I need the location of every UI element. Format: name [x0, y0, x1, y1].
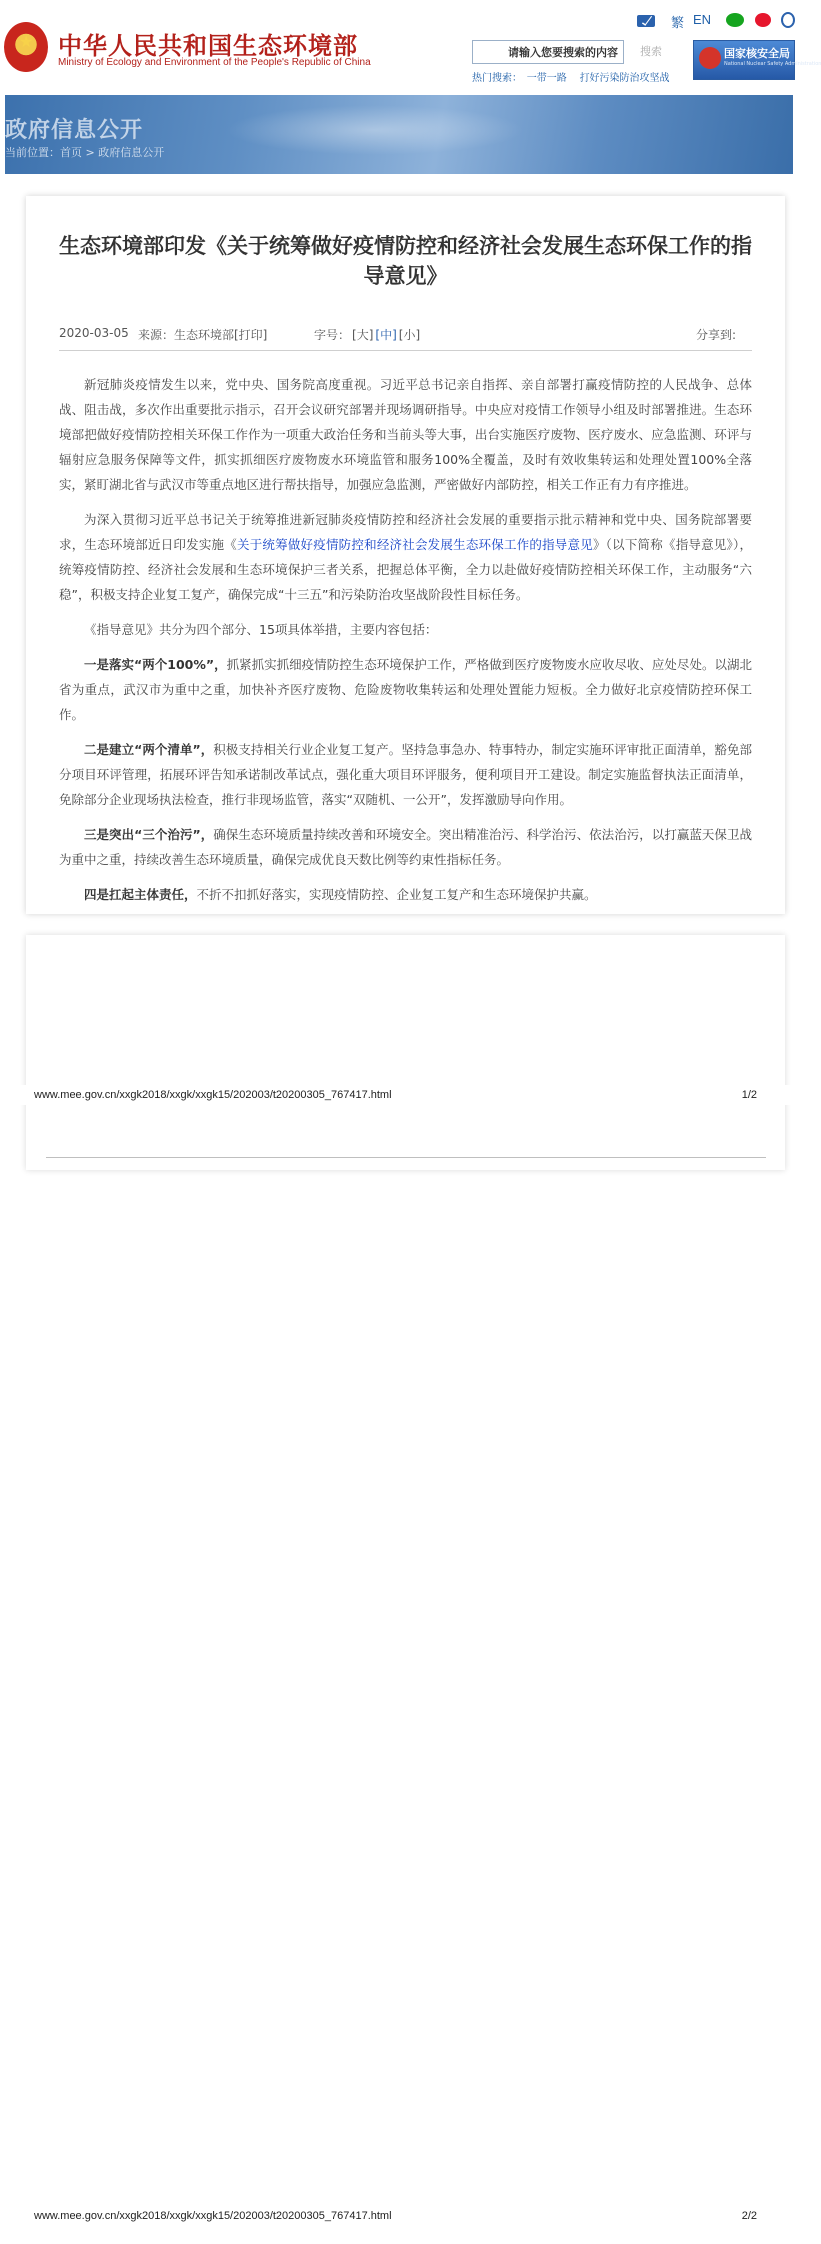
paragraph	[59, 882, 752, 907]
page-number: 2/2	[741, 2210, 757, 2222]
wechat-icon[interactable]	[726, 13, 744, 27]
article-card	[26, 196, 785, 914]
article-source[interactable]: 来源：生态环境部[打印]	[138, 328, 268, 342]
channel-banner	[5, 95, 793, 174]
font-size-label: 字号：	[314, 328, 351, 342]
guideline-document-link[interactable]: 关于统筹做好疫情防控和经济社会发展生态环保工作的指导意见	[236, 537, 593, 552]
point-heading: 一是落实“两个100%”，	[84, 657, 227, 672]
print-url: www.mee.gov.cn/xxgk2018/xxgk/xxgk15/202003/t20200305_767417.html	[34, 2210, 392, 2222]
hot-search-item[interactable]: 一带一路	[526, 73, 567, 84]
star-icon: ★	[19, 32, 34, 51]
divider	[46, 1157, 766, 1158]
point-heading: 二是建立“两个清单”，	[84, 742, 214, 757]
nnsa-banner[interactable]	[693, 40, 821, 80]
search-button[interactable]: 搜索	[640, 46, 662, 58]
hot-search-label: 热门搜索：	[472, 73, 522, 84]
breadcrumb[interactable]: 当前位置：首页 > 政府信息公开	[5, 146, 165, 159]
hot-search-item[interactable]: 打好污染防治攻坚战	[579, 73, 670, 84]
search-box	[472, 40, 624, 64]
paragraph: 《指导意见》共分为四个部分、15项具体举措，主要内容包括：	[84, 622, 438, 637]
font-size-small-button[interactable]: [小]	[398, 328, 421, 342]
print-url: www.mee.gov.cn/xxgk2018/xxgk/xxgk15/202003/t20200305_767417.html	[34, 1089, 392, 1101]
share-label[interactable]: 分享到:	[696, 328, 737, 342]
paragraph-text: 确保生态环境质量持续改善和环境安全。突出精准治污、科学治污、依法治污，以打赢蓝天保卫战为重中之重，持续改善生态环境质量，确保完成优良天数比例等约束性指标任务。	[59, 827, 752, 867]
site-header	[0, 0, 821, 95]
national-emblem-icon	[4, 22, 48, 72]
paragraph-text: 积极支持相关行业企业复工复产。坚持急事急办、特事特办，制定实施环评审批正面清单，豁免部分项目环评管理，拓展环评告知承诺制改革试点，强化重大项目环评服务，便利项目开工建设。制定实施监督执法正面清单，免除部分企业现场执法检查，推行非现场监管，落实“双随机、一公开”，发挥激励导向作用。	[59, 742, 752, 807]
article-body	[59, 372, 752, 917]
weibo-icon[interactable]	[755, 13, 771, 27]
paragraph-text: 为深入贯彻习近平总书记关于统筹推进新冠肺炎疫情防控和经济社会发展的重要指示批示精神和党中央、国务院部署要求，生态环境部近日印发实施《	[59, 512, 752, 552]
nnsa-seal-icon	[699, 47, 721, 69]
paragraph	[59, 507, 752, 607]
divider	[59, 350, 752, 351]
mail-icon[interactable]	[637, 15, 655, 27]
top-toolbar	[633, 12, 793, 34]
paragraph: 新冠肺炎疫情发生以来，党中央、国务院高度重视。习近平总书记亲自指挥、亲自部署打赢疫情防控的人民战争、总体战、阻击战，多次作出重要批示指示，召开会议研究部署并现场调研指导。中央应对疫情工作领导小组及时部署推进。生态环境部把做好疫情防控相关环保工作作为一项重大政治任务和当前头等大事，出台实施医疗废物、医疗废水、应急监测、环评与辐射应急服务保障等文件，抓实抓细医疗废物废水环境监管和服务100%全覆盖，及时有效收集转运和处理处置100%全落实，紧盯湖北省与武汉市等重点地区进行帮扶指导，加强应急监测，严密做好内部防控，相关工作正有力有序推进。	[59, 377, 752, 492]
page-number: 1/2	[741, 1089, 757, 1101]
font-size-medium-button[interactable]: [中]	[375, 328, 397, 342]
search-input[interactable]	[473, 43, 623, 63]
paragraph	[59, 822, 752, 872]
print-footer	[0, 2206, 793, 2226]
site-title[interactable]: 中华人民共和国生态环境部	[58, 31, 358, 60]
accessibility-icon[interactable]	[781, 12, 795, 28]
point-heading: 四是扛起主体责任，	[84, 887, 197, 902]
font-size-controls	[314, 326, 420, 343]
traditional-chinese-link[interactable]: 繁	[671, 15, 685, 30]
paragraph	[59, 737, 752, 812]
paragraph-text: 》（以下简称《指导意见》），统筹疫情防控、经济社会发展和生态环境保护三者关系，把握总体平衡，全力以赴做好疫情防控相关环保工作，主动服务“六稳”，积极支持企业复工复产，确保完成“十三五”和污染防治攻坚战阶段性目标任务。	[59, 537, 752, 602]
related-card	[26, 935, 785, 1170]
paragraph-text: 抓紧抓实抓细疫情防控生态环境保护工作，严格做到医疗废物废水应收尽收、应处尽处。以湖北省为重点，武汉市为重中之重，加快补齐医疗废物、危险废物收集转运和处理处置能力短板。全力做好北京疫情防控环保工作。	[59, 657, 752, 722]
nnsa-banner-subtitle: National Nuclear Safety Administration	[724, 61, 821, 67]
paragraph-text: 不折不扣抓好落实，实现疫情防控、企业复工复产和生态环境保护共赢。	[196, 887, 597, 902]
point-heading: 三是突出“三个治污”，	[84, 827, 214, 842]
publish-date: 2020-03-05	[59, 326, 129, 340]
site-title-en: Ministry of Ecology and Environment of the People's Republic of China	[58, 57, 371, 68]
english-link[interactable]: EN	[693, 12, 712, 27]
article-title: 生态环境部印发《关于统筹做好疫情防控和经济社会发展生态环保工作的指导意见》	[59, 234, 752, 288]
hot-search	[472, 69, 680, 84]
paragraph	[59, 652, 752, 727]
font-size-large-button[interactable]: [大]	[352, 328, 374, 342]
nnsa-banner-title: 国家核安全局	[724, 47, 790, 60]
print-footer	[0, 1085, 793, 1105]
channel-title: 政府信息公开	[5, 118, 144, 143]
